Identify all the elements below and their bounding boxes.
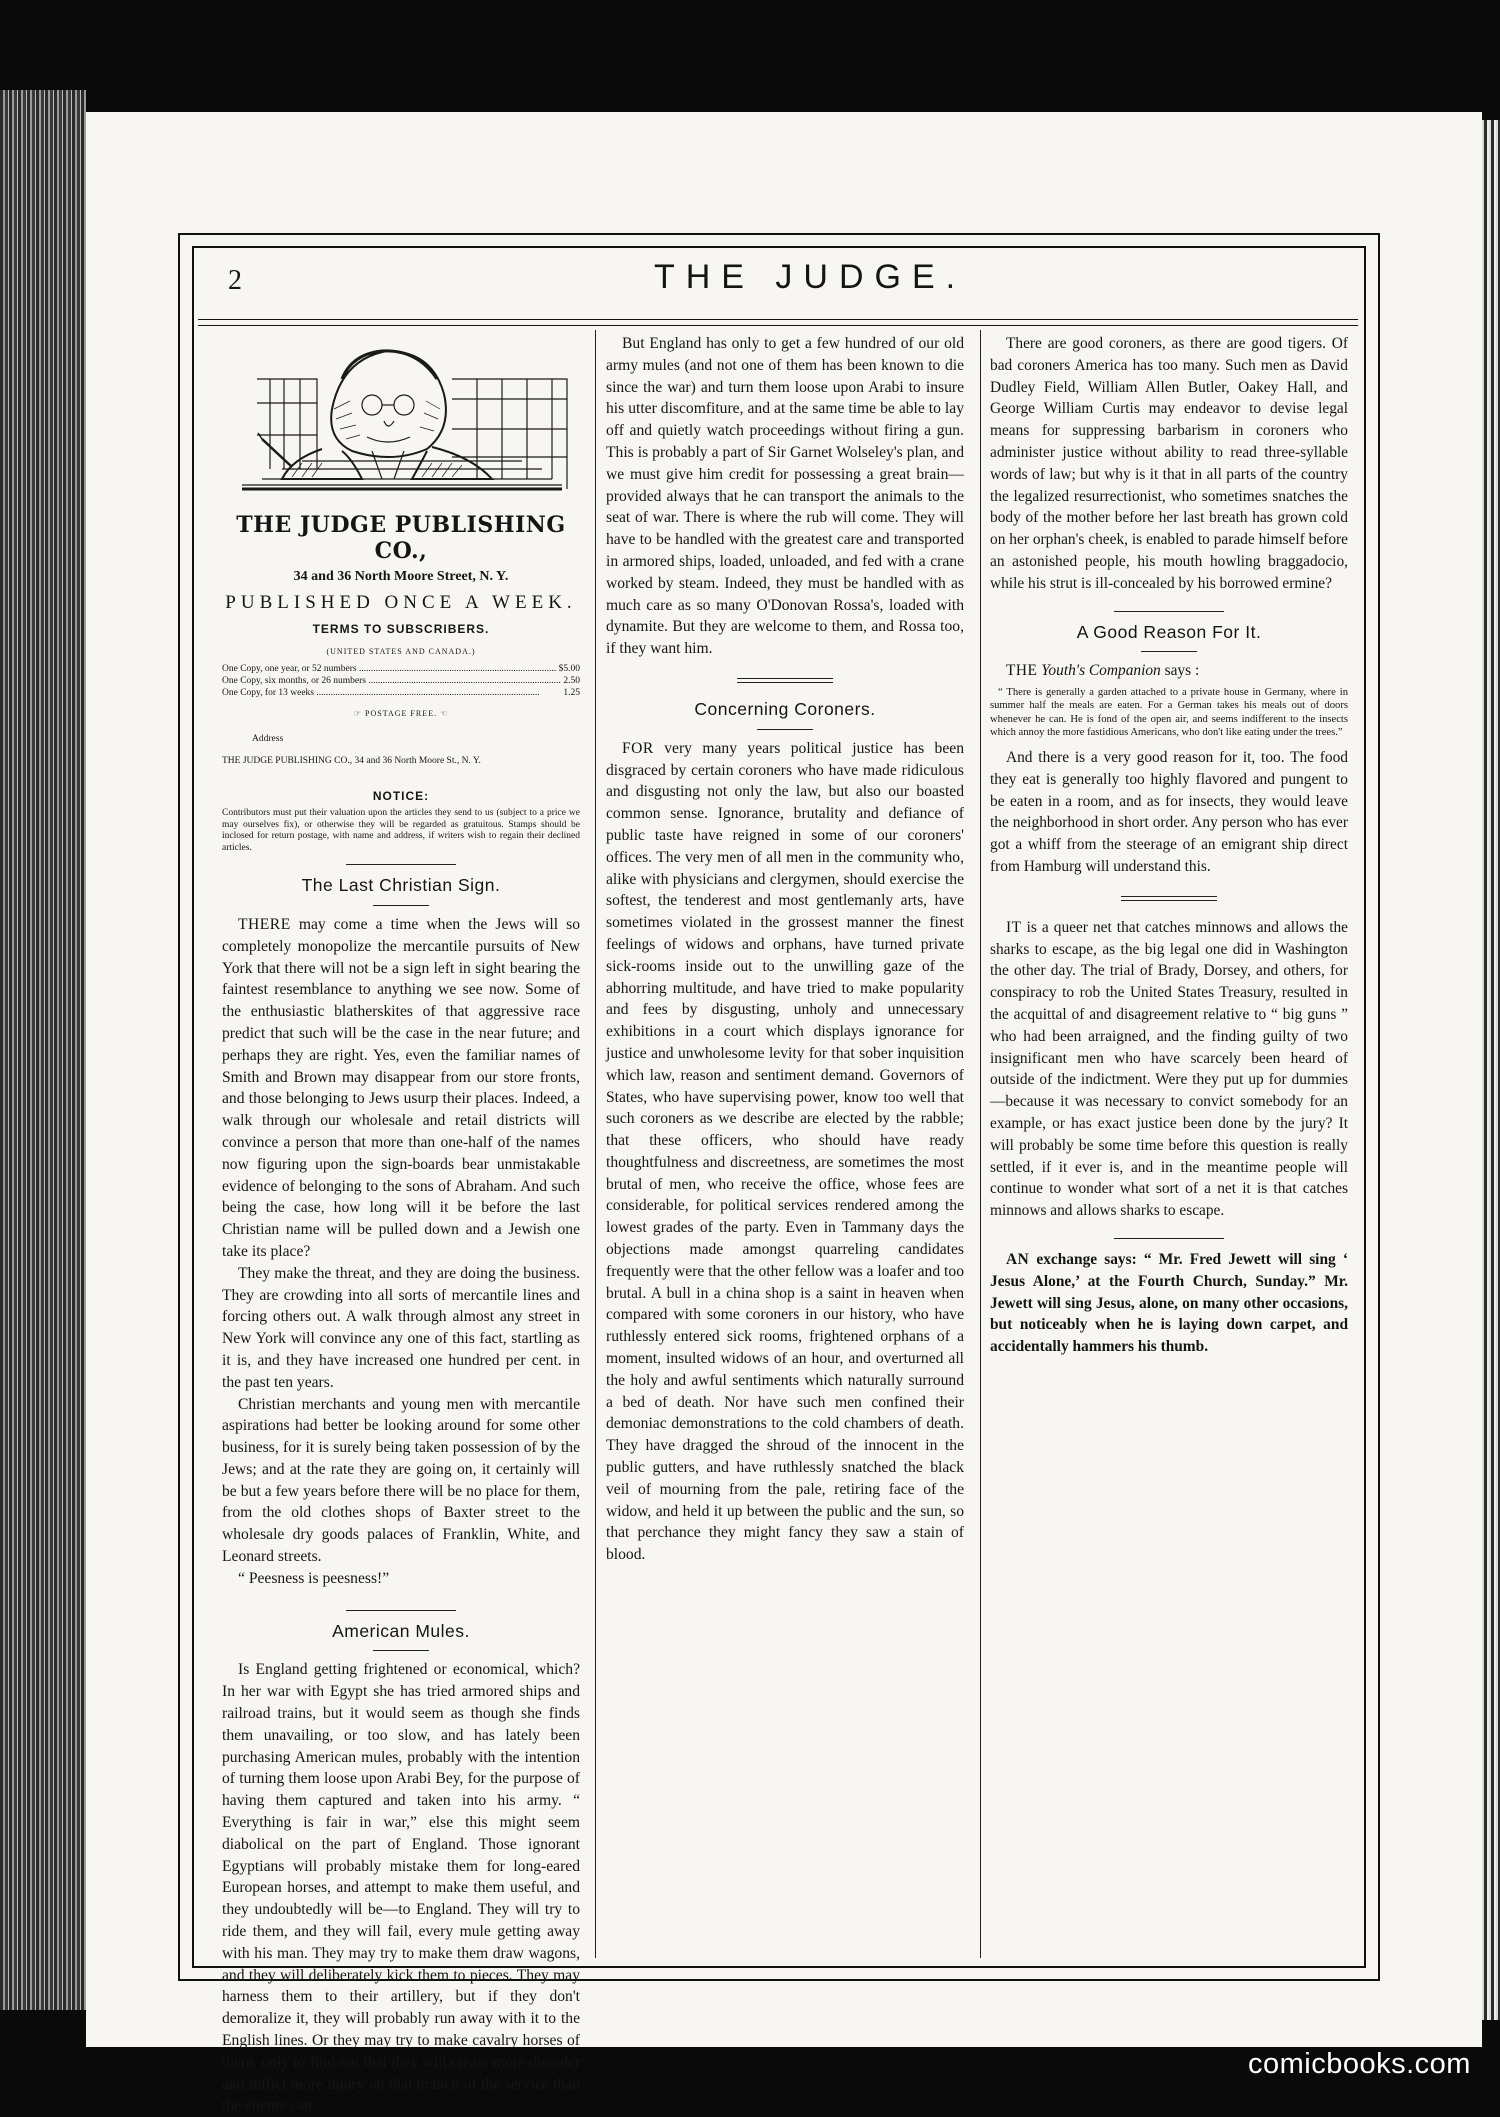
lead-word: FOR <box>622 739 654 757</box>
terms-row <box>222 675 580 687</box>
column-divider-1 <box>595 330 596 1958</box>
notice-text: Contributors must put their valuation upon the articles they send to us (subject to a price we may ourselves fix), or otherwise they will be regarded as gratuitous. Stamps should be inclosed for return postage, with name and address, if writers wish to regain their declined articles. <box>222 808 580 853</box>
article-paragraph: They make the threat, and they are doing the business. They are crowding into all sorts of mercantile lines and forcing others out. A walk through almost any street in New York will convince any one of this fact, startling as it is, and they have increased one hundred per cent. in the past ten years. <box>222 1264 580 1391</box>
page-edges <box>1482 120 1500 2020</box>
terms-heading: TERMS TO SUBSCRIBERS. <box>312 622 490 637</box>
book-binding <box>0 90 86 2010</box>
terms-region: (UNITED STATES AND CANADA.) <box>326 647 476 657</box>
title-rule <box>373 1650 429 1651</box>
publisher-address: 34 and 36 North Moore Street, N. Y. <box>293 568 509 584</box>
address-label: Address <box>252 733 284 744</box>
address-line: THE JUDGE PUBLISHING CO., 34 and 36 North Moore St., N. Y. <box>222 755 481 766</box>
title-rule <box>1141 651 1197 652</box>
page-number: 2 <box>228 265 242 296</box>
lead-word: THE <box>1006 662 1038 680</box>
terms-price: 2.50 <box>563 675 580 686</box>
header-rule <box>198 319 1358 320</box>
section-rule <box>346 1610 456 1611</box>
paragraph-text: may come a time when the Jews will so completely monopolize the mercantile pursuits of New York that there will not be a sign left in sight bearing the faintest resemblance to anything we see now. Some of the enthusiastic blatherskites of that aggressive race predict that such will be the case in the near future; and perhaps they are right. Yes, even the familiar names of Smith and Brown may disappear from our store fronts, and those belonging to Jews usurp their places. Indeed, a walk through our wholesale and retail districts will convince a person that more than one-half of the names now figuring upon the sign-boards bear unmistakable evidence of belonging to the sons of Abraham. And such being the case, how long will it be before the last Christian name will be pulled down and a Jewish one take its place? <box>222 915 580 1260</box>
terms-label: One Copy, six months, or 26 numbers ..... <box>222 675 561 687</box>
terms-row <box>222 687 580 699</box>
title-rule <box>373 905 429 906</box>
terms-price: 1.25 <box>563 687 580 698</box>
section-rule <box>1114 611 1224 612</box>
column-divider-2 <box>980 330 981 1958</box>
postage-note: ☞ POSTAGE FREE. ☜ <box>353 708 449 718</box>
quote-says: says : <box>1160 662 1200 680</box>
section-rule <box>1114 1238 1224 1239</box>
terms-row <box>222 663 580 675</box>
paragraph-text: is a queer net that catches minnows and allows the sharks to escape, as the big legal one did in Washington the other day. The trial of Brady, Dorsey, and others, for conspiracy to rob the United States Treasury, resulted in the acquittal of and disagreement relative to “ big guns ” who had been arraigned, and the finding guilty of two insignificant men who have scarcely been heard of outside of the indictment. Were they put up for dummies—because it was necessary to convict somebody for an example, or has exact justice been done by the jury? It will probably be some time before this question is really settled, if it ever is, and in the meantime people will continue to wonder what sort of a net it is that catches minnows and allows sharks to escape. <box>990 918 1348 1220</box>
article-paragraph: There are good coroners, as there are good tigers. Of bad coroners America has too many. Such men as David Dudley Field, William Allen Butler, Oakey Hall, and George William Curtis may endeavor to devise legal means for suppressing barbarism in coroners who administer justice without ability to read three-syllable words of law; but why is it that in all parts of the country the legalized resurrectionist, who sometimes snatches the body of the mother before her last breath has grown cold on her orphan's cheek, is enabled to parade himself before an astonished people, his mouth howling braggadocio, while his strut is ill-concealed by his borrowed ermine? <box>990 335 1348 592</box>
lead-word: AN <box>1006 1250 1030 1268</box>
publisher-name: THE JUDGE PUBLISHING CO., <box>236 511 566 564</box>
judge-illustration <box>222 339 580 499</box>
article-paragraph: “ Peesness is peesness!” <box>238 1569 390 1587</box>
section-rule-double <box>737 678 833 683</box>
article-title-last-christian-sign: The Last Christian Sign. <box>301 875 501 896</box>
terms-label: One Copy, for 13 weeks ..... <box>222 687 561 699</box>
terms-table <box>222 663 580 699</box>
lead-word: THERE <box>238 915 291 933</box>
section-rule-double <box>1121 896 1217 901</box>
article-paragraph: And there is a very good reason for it, too. The food they eat is generally too highly flavored and pungent to be eaten in a room, and as for insects, they would leave the neighborhood in short order. Any person who has ever got a whiff from the steerage of an emigrant ship direct from Hamburg will understand this. <box>990 748 1348 875</box>
publication-frequency: PUBLISHED ONCE A WEEK. <box>225 591 577 613</box>
article-title-good-reason: A Good Reason For It. <box>1076 621 1262 642</box>
column-1 <box>222 333 580 2117</box>
article-title-concerning-coroners: Concerning Coroners. <box>694 698 876 719</box>
article-paragraph <box>222 914 580 1263</box>
paragraph-text: very many years political justice has been disgraced by certain coroners who have made ridiculous and disgusting not only the law, but also our boasted common sense. Ignorance, brutality and defiance of public taste have reigned in some of our coroners' offices. The very men of all men in the community who, alike with physicians and clergymen, should exercise the softest, the tenderest and most gentlemanly arts, have sometimes violated in the grossest manner the finest feelings of widows and orphans, have turned private sick-rooms inside out to the unwilling gaze of the abhorring multitude, and have tried to make popularity and fees by disgusting, unholy and unnecessary exhibitions in a court which displays ignorance for justice and unwholesome levity for that sober inquisition which law, reason and sentiment demand. Governors of States, who have supervising power, know too well that such coroners as we describe are elected by the rabble; that these officers, who should have ready thoughtfulness and discreetness, are sometimes the most brutal of men, who receive the office, whose fees are considerable, for political services rendered among the lowest grades of the party. Even in Tammany days the objections made amongst quarreling candidates frequently were that the other fellow was a loafer and too brutal. A bull in a china shop is a saint in heaven when compared with some coroners in our history, who have ruthlessly entered sick rooms, frightened orphans of a moment, insulted widows of an hour, and overturned all the holy and awful sentiments which naturally surround a bed of death. Nor have such men confined their demoniac demonstrations to the cold chambers of death. They have dragged the shroud of the innocent in the public gutters, and have ruthlessly snatched the black veil of mourning from the pale, retiring face of the widow, and held it up between the public and the sun, so that perchance they might fancy they saw a stain of blood. <box>606 739 964 1564</box>
article-paragraph: Is England getting frightened or economical, which? In her war with Egypt she has tried armored ships and railroad trains, but it would seem as though she finds them unavailing, or too slow, and has lately been purchasing American mules, probably with the intention of turning them loose upon Arabi Bey, for the purpose of having them captured and taken into his army. “ Everything is fair in war,” else this might seem diabolical on the part of England. Those ignorant Egyptians will probably mistake them for long-eared European horses, and attempt to make them useful, and they undoubtedly will be—to England. They will try to ride them, and they will fail, every mule getting away with his man. They may try to make them draw wagons, and they will deliberately kick them to pieces. They may harness them to their artillery, but if they don't demoralize it, they will probably run away with it to the English lines. Or they may try to make cavalry horses of them, only to find out that they will create more disorder and inflict more injury on that branch of the service than the enemy can. <box>222 1661 580 2115</box>
paragraph-text: exchange says: “ Mr. Fred Jewett will sing ‘ Jesus Alone,’ at the Fourth Church, Sunday.” Mr. Jewett will sing Jesus, alone, on many other occasions, but noticeably when he is laying down carpet, and accidentally hammers his thumb. <box>990 1250 1348 1356</box>
column-2 <box>606 333 964 1566</box>
lead-word: IT <box>1006 918 1022 936</box>
article-paragraph <box>606 738 964 1566</box>
title-rule <box>757 729 813 730</box>
terms-label: One Copy, one year, or 52 numbers ..... <box>222 663 557 675</box>
article-paragraph: Christian merchants and young men with mercantile aspirations had better be looking around for some other business, for it is surely being taken possession of by the Jews; and at the rate they are going on, it certainly will be but a few years before there will be no place for them, from the old clothes shops of Baxter street to the wholesale dry goods palaces of Franklin, White, and Leonard streets. <box>222 1395 580 1566</box>
masthead-title: THE JUDGE. <box>653 258 967 296</box>
header-rule-thin <box>198 325 1358 326</box>
notice-heading: NOTICE: <box>372 789 430 804</box>
article-paragraph <box>990 917 1348 1222</box>
block-quote: “ There is generally a garden attached to a private house in Germany, where in summer half the meals are eaten. For a German takes his meals out of doors whenever he can. He is fond of the open air, and seems indifferent to the insects which annoy the more fastidious Americans, who don't like eating under the trees.” <box>990 687 1348 738</box>
article-paragraph <box>990 1249 1348 1358</box>
section-rule <box>346 864 456 865</box>
quote-intro <box>990 660 1348 682</box>
article-title-american-mules: American Mules. <box>332 1620 470 1641</box>
column-3 <box>990 333 1348 1358</box>
quote-source: Youth's Companion <box>1041 662 1161 680</box>
article-paragraph: But England has only to get a few hundred of our old army mules (and not one of them has been known to die since the war) and turn them loose upon Arabi to insure his utter discomfiture, and at the same time be able to lay off and quietly watch proceedings without firing a gun. This is probably a part of Sir Garnet Wolseley's plan, and we must give him credit for possessing a great brain—provided always that he can transport the animals to the seat of war. There is where the rub will come. They will have to be handled with the greatest care and transported in armored ships, loaded, unloaded, and fed with a crane worked by steam. Indeed, they must be handled with as much care as so many O'Donovan Rossa's, loaded with dynamite. But they are welcome to them, and Rossa too, if they want him. <box>606 335 964 658</box>
terms-price: $5.00 <box>558 663 580 674</box>
site-watermark: comicbooks.com <box>1248 2048 1471 2080</box>
